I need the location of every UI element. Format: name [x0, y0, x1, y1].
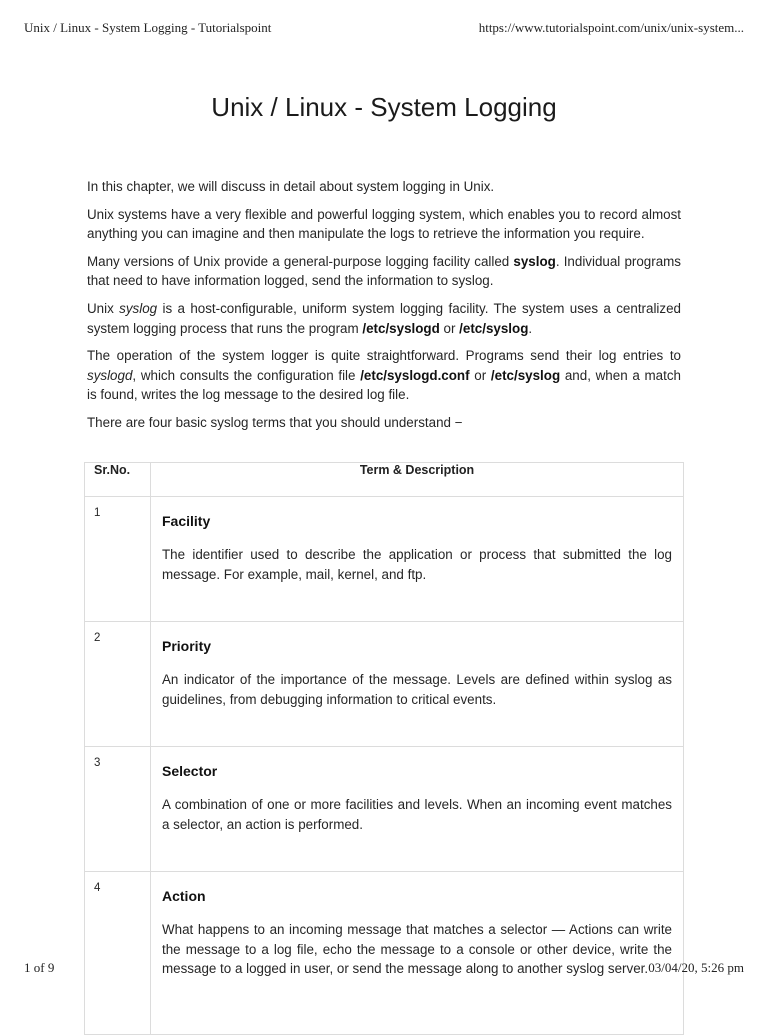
syslog-term: syslog — [513, 253, 556, 269]
syslogd-path: /etc/syslogd — [362, 320, 440, 336]
syslogd-conf-path: /etc/syslogd.conf — [360, 367, 470, 383]
table-header-row — [85, 463, 684, 497]
table-row — [85, 497, 684, 622]
term-name: Action — [162, 888, 206, 904]
text-run: or — [469, 367, 491, 383]
srno-column-header: Sr.No. — [85, 463, 151, 497]
term-cell — [151, 497, 684, 622]
text-run: or — [439, 320, 460, 336]
table-row — [85, 622, 684, 747]
syslog-facility-paragraph — [87, 252, 681, 291]
term-cell — [151, 622, 684, 747]
syslog-config-paragraph — [87, 299, 681, 338]
page-counter: 1 of 9 — [24, 960, 55, 975]
text-run: The operation of the system logger is quite straightforward. Programs send their log entries to — [87, 348, 681, 364]
syslog-path: /etc/syslog — [459, 320, 529, 336]
row-number: 3 — [85, 747, 151, 872]
term-name: Facility — [162, 513, 211, 529]
text-run: . Individual programs that need to have information logged, send the information to syslog. — [87, 253, 681, 289]
article-body — [87, 177, 681, 441]
table-row — [85, 747, 684, 872]
term-name: Priority — [162, 638, 212, 654]
text-run: Many versions of Unix provide a general-purpose logging facility called — [87, 253, 514, 269]
print-header-title: Unix / Linux - System Logging - Tutorialspoint — [24, 20, 272, 35]
term-cell — [151, 747, 684, 872]
row-number: 1 — [85, 497, 151, 622]
term-name: Selector — [162, 763, 218, 779]
term-description-column-header: Term & Description — [151, 463, 684, 497]
row-number: 2 — [85, 622, 151, 747]
print-header-url[interactable]: https://www.tutorialspoint.com/unix/unix-system... — [478, 20, 744, 35]
text-run: Unix — [87, 300, 120, 316]
page-title: Unix / Linux - System Logging — [211, 92, 557, 122]
term-description: The identifier used to describe the application or process that submitted the log message. For example, mail, kernel, and ftp. — [162, 547, 672, 582]
syslog-italic: syslog — [119, 300, 158, 316]
syslog-path: /etc/syslog — [490, 367, 561, 383]
term-cell — [151, 872, 684, 1035]
print-datetime: 03/04/20, 5:26 pm — [648, 960, 744, 975]
term-description: What happens to an incoming message that matches a selector — Actions can write the message to a log file, echo the message to a console or other device, write the message to a logged in user, or send the message along to another syslog server. — [162, 922, 672, 977]
row-number: 4 — [85, 872, 151, 1035]
text-run: . — [528, 320, 533, 336]
intro-paragraph: In this chapter, we will discuss in detail about system logging in Unix. — [87, 179, 495, 194]
print-footer — [24, 960, 744, 976]
logger-operation-paragraph — [87, 346, 681, 405]
text-run: is a host-configurable, uniform system logging facility. The system uses a centralized system logging process that runs the program — [87, 300, 681, 336]
syslog-terms-table — [84, 462, 684, 1035]
syslogd-italic: syslogd — [87, 367, 133, 383]
table-row — [85, 872, 684, 1035]
text-run: , which consults the configuration file — [132, 367, 361, 383]
logging-overview-paragraph: Unix systems have a very flexible and powerful logging system, which enables you to record almost anything you can imagine and then manipulate the logs to retrieve the information you require. — [87, 206, 681, 242]
print-header — [24, 20, 744, 36]
term-description: A combination of one or more facilities and levels. When an incoming event matches a selector, an action is performed. — [162, 797, 672, 832]
text-run: and, when a match is found, writes the log message to the desired log file. — [87, 367, 681, 403]
term-description: An indicator of the importance of the message. Levels are defined within syslog as guidelines, from debugging information to critical events. — [162, 672, 672, 707]
terms-intro-paragraph: There are four basic syslog terms that you should understand − — [87, 414, 463, 430]
